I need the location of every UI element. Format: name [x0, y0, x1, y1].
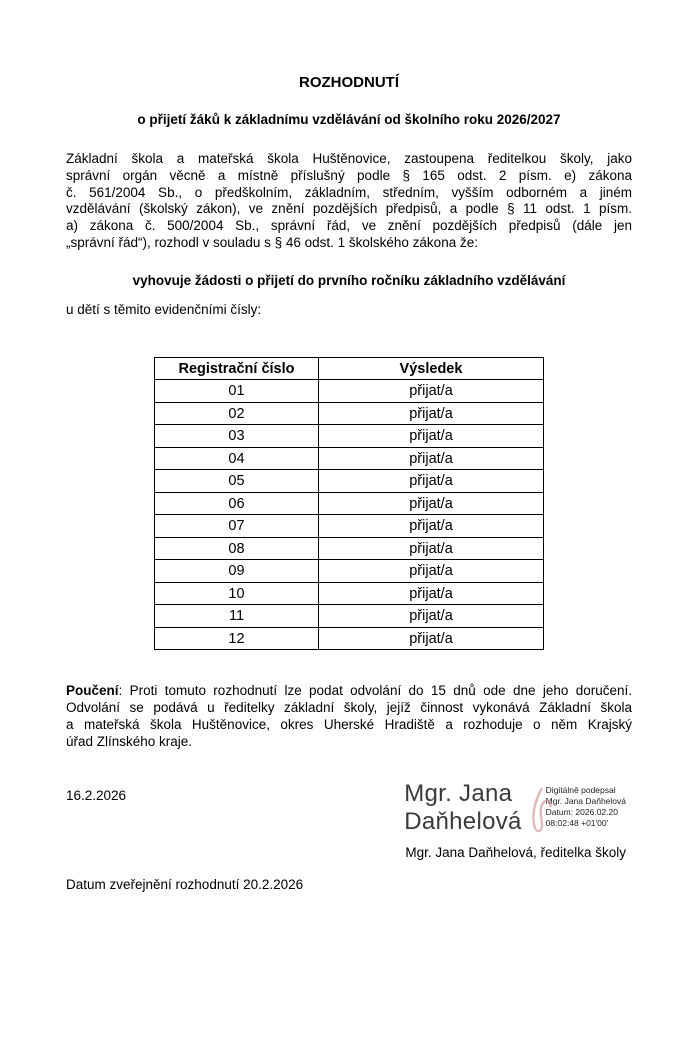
notice-line: a mateřská škola Huštěnovice, okres Uherské Hradiště a rozhoduje o něm Krajský [66, 716, 632, 732]
table-row [155, 380, 544, 403]
table-row [155, 537, 544, 560]
table-row [155, 582, 544, 605]
table-cell: přijat/a [319, 560, 544, 583]
table-cell: 12 [155, 627, 319, 650]
table-row [155, 515, 544, 538]
table-cell: přijat/a [319, 380, 544, 403]
notice-line: úřad Zlínského kraje. [66, 733, 193, 749]
verdict-line: vyhovuje žádosti o přijetí do prvního ročníku základního vzdělávání [132, 272, 566, 288]
decision-date: 16.2.2026 [66, 788, 127, 804]
intro-line: č. 561/2004 Sb., o předškolním, základním, středním, vyšším odborném a jiném [66, 184, 632, 200]
table-row [155, 560, 544, 583]
signature-detail-line: Digitálně podepsal [545, 785, 616, 796]
table-cell: 05 [155, 470, 319, 493]
table-cell: přijat/a [319, 470, 544, 493]
table-row [155, 447, 544, 470]
table-row [155, 605, 544, 628]
signature-details [530, 780, 626, 829]
signature-display-name-line1: Mgr. Jana [404, 780, 513, 808]
notice-line [66, 683, 632, 700]
table-cell: 07 [155, 515, 319, 538]
notice-line-rest: : Proti tomuto rozhodnutí lze podat odvolání do 15 dnů ode dne jeho doručení. [118, 683, 632, 699]
table-cell: 09 [155, 560, 319, 583]
digital-signature-visual [404, 780, 626, 835]
signature-display-name-line2: Daňhelová [404, 807, 522, 835]
signature-block [404, 780, 626, 860]
footer-row [66, 780, 632, 860]
intro-paragraph [66, 151, 632, 252]
table-cell: 01 [155, 380, 319, 403]
results-table-body [155, 380, 544, 650]
table-cell: přijat/a [319, 605, 544, 628]
table-cell: přijat/a [319, 627, 544, 650]
table-row [155, 492, 544, 515]
intro-line: a) zákona č. 500/2004 Sb., správní řád, ve znění pozdějších předpisů (dále jen [66, 218, 632, 234]
signer-title: Mgr. Jana Daňhelová, ředitelka školy [405, 845, 626, 861]
acrobat-signature-logo-icon [528, 786, 554, 836]
page-subtitle: o přijetí žáků k základnímu vzdělávání od školního roku 2026/2027 [137, 112, 561, 127]
intro-line: správní orgán věcně a místně příslušný podle § 165 odst. 2 písm. e) zákona [66, 167, 632, 183]
table-cell: přijat/a [319, 537, 544, 560]
table-row [155, 402, 544, 425]
table-row [155, 425, 544, 448]
table-header-registration-number: Registrační číslo [155, 357, 319, 380]
table-cell: 06 [155, 492, 319, 515]
publication-date: Datum zveřejnění rozhodnutí 20.2.2026 [66, 877, 304, 893]
table-cell: 02 [155, 402, 319, 425]
signature-detail-line: Mgr. Jana Daňhelová [545, 796, 626, 807]
intro-line: Základní škola a mateřská škola Huštěnovice, zastoupena ředitelkou školy, jako [66, 151, 632, 166]
table-row [155, 470, 544, 493]
lead-in-line: u dětí s těmito evidenčními čísly: [66, 301, 262, 317]
table-row [155, 627, 544, 650]
signature-detail-line: Datum: 2026.02.20 [545, 807, 618, 818]
page-title: ROZHODNUTÍ [299, 74, 399, 91]
notice-line: Odvolání se podává u ředitelky základní školy, jejíž činnost vykonává Základní škola [66, 700, 632, 716]
table-cell: 04 [155, 447, 319, 470]
table-header-result: Výsledek [319, 357, 544, 380]
table-cell: přijat/a [319, 447, 544, 470]
results-table [154, 357, 544, 651]
document-page [0, 74, 678, 1056]
table-cell: 08 [155, 537, 319, 560]
intro-line: vzdělávání (školský zákon), ve znění pozdějších předpisů, a podle § 11 odst. 1 písm. [66, 201, 632, 217]
table-cell: přijat/a [319, 425, 544, 448]
table-cell: 11 [155, 605, 319, 628]
table-cell: 03 [155, 425, 319, 448]
table-cell: přijat/a [319, 582, 544, 605]
table-cell: přijat/a [319, 515, 544, 538]
signature-display-name [404, 780, 521, 835]
intro-line: „správní řád“), rozhodl v souladu s § 46 odst. 1 školského zákona že: [66, 234, 478, 250]
signature-detail-line: 08:02:48 +01'00' [545, 818, 609, 829]
table-cell: přijat/a [319, 492, 544, 515]
notice-label: Poučení [66, 683, 119, 699]
table-cell: 10 [155, 582, 319, 605]
table-header-row [155, 357, 544, 380]
notice-paragraph [66, 683, 632, 750]
table-cell: přijat/a [319, 402, 544, 425]
